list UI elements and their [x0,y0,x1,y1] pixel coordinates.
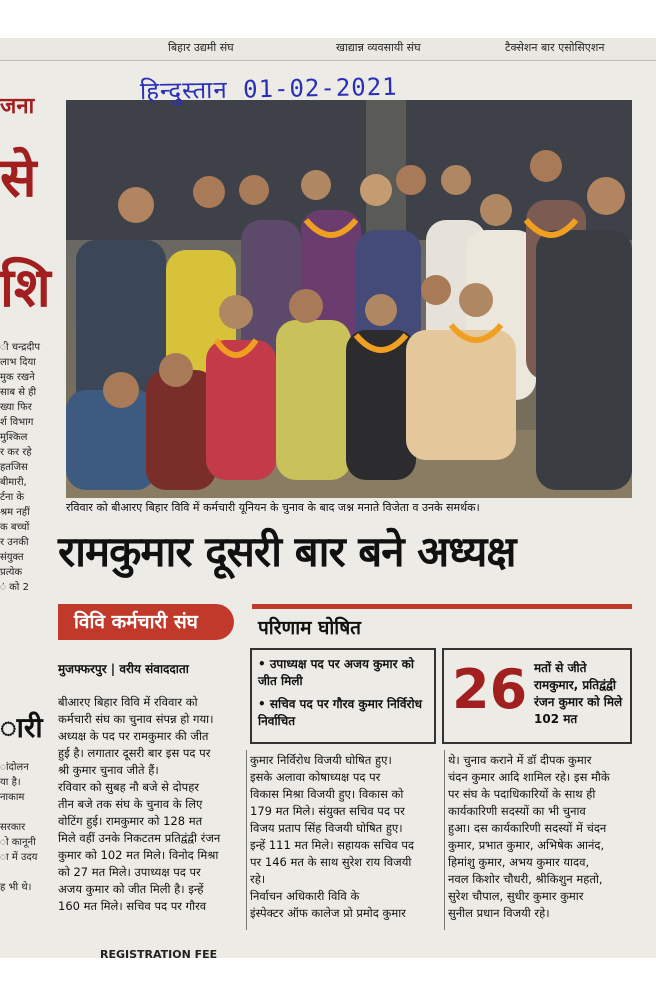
highlights-box [250,648,436,744]
left-column-line: ख्या फिर [0,402,32,413]
article-line: इंस्पेक्टर ऑफ कालेज प्रो प्रमोद कुमार [250,906,406,920]
top-strip [0,38,656,61]
article-line: अध्यक्ष के पद पर रामकुमार की जीत [58,729,209,743]
article-line: 160 मत मिले। सचिव पद पर गौरव [58,899,207,913]
left-column-line: ा में उदय [0,852,38,863]
article-line: कर्मचारी संघ का चुनाव संपन्न हो गया। [58,712,214,726]
top-strip-item: बिहार उद्यमी संघ [168,41,234,54]
section-tag: विवि कर्मचारी संघ [58,604,234,640]
article-line: थे। चुनाव कराने में डॉ दीपक कुमार [448,753,592,767]
left-heading-fragment: शि [0,255,51,319]
left-column-line: साब से ही [0,387,37,398]
top-strip-item: टैक्सेशन बार एसोसिएशन [505,41,605,54]
article-line: मिले वहीं उनके निकटतम प्रतिद्वंद्वी रंजन [58,831,221,845]
left-heading-fragment: जना [0,93,35,119]
stat-number: 26 [452,658,528,721]
article-line: 179 मत मिले। संयुक्त सचिव पद पर [250,804,405,818]
article-line: पर 146 मत के साथ सुरेश राय विजयी [250,855,412,869]
stat-text: मतों से जीते रामकुमार, प्रतिद्वंद्वी रंजन कुमार को मिले 102 मत [534,661,623,726]
left-column-line: बीमारी, [0,477,27,488]
left-heading-fragment: से [0,145,37,209]
group-photo-illustration [66,100,632,498]
left-column-line: नाकाम [0,792,25,803]
group-photo [66,100,632,498]
left-column-line: हतजिस [0,462,28,473]
article-line: इसके अलावा कोषाध्यक्ष पद पर [250,770,381,784]
top-strip-item: खाद्यान्न व्यवसायी संघ [336,41,421,54]
left-column-line: प्रत्येक [0,567,23,578]
headline: रामकुमार दूसरी बार बने अध्यक्ष [58,527,516,576]
article-column-1 [58,694,244,915]
article-line: रविवार को सुबह नौ बजे से दोपहर [58,780,200,794]
left-column-line: या है। [0,777,21,788]
article-line: चंदन कुमार आदि शामिल रहे। इस मौके [448,770,610,784]
left-column-line: ांदोलन [0,762,29,773]
article-line: सुनील प्रधान विजयी रहे। [448,906,550,920]
left-column [0,60,62,958]
left-column-line: ो कानूनी [0,837,36,848]
article-line: तीन बजे तक संघ के चुनाव के लिए [58,797,203,811]
column-divider [444,750,445,930]
article-line: हुई है। लगातार दूसरी बार इस पद पर [58,746,211,760]
left-column-line: संयुक्त [0,552,24,563]
left-heading-fragment: ारी [0,711,43,744]
article-line: इन्हें 111 मत मिले। सहायक सचिव पद [250,838,414,852]
handwritten-date: हिन्दुस्तान 01-02-2021 [139,72,398,106]
highlight-point: • उपाध्यक्ष पद पर अजय कुमार को जीत मिली [258,657,414,688]
left-column-line: र्टना के [0,492,25,503]
left-column-line: ी चन्द्रदीप [0,342,41,353]
result-tag: परिणाम घोषित [258,617,362,639]
article-line: हुआ। दस कार्यकारिणी सदस्यों में चंदन [448,821,607,835]
article-line: वोटिंग हुई। रामकुमार को 128 मत [58,814,203,828]
article-line: नवल किशोर चौधरी, श्रीकिशुन महतो, [448,872,603,886]
article-line: निर्वाचन अधिकारी विवि के [250,889,360,903]
left-column-line: र कर रहे [0,447,32,458]
article-line: कुमार, प्रभात कुमार, अभिषेक आनंद, [448,838,605,852]
left-column-line: क बच्चों [0,522,30,533]
left-column-line: र उनकी [0,537,29,548]
article-line: कुमार निर्विरोध विजयी घोषित हुए। [250,753,392,767]
left-column-line: ह भी थे। [0,882,32,893]
article-line: रहे। [250,872,266,886]
footer-text: REGISTRATION FEE [100,948,218,961]
article-line: बीआरए बिहार विवि में रविवार को [58,695,198,709]
left-column-line: लाभ दिया [0,357,36,368]
article-line: अजय कुमार को जीत मिली है। इन्हें [58,882,204,896]
article-line: विजय प्रताप सिंह विजयी घोषित हुए। [250,821,403,835]
article-column-3 [448,752,634,922]
dateline: मुजफ्फरपुर | वरीय संवाददाता [58,662,189,676]
red-rule [252,604,632,609]
article-line: हिमांशु कुमार, अभय कुमार यादव, [448,855,590,869]
column-divider [246,750,247,930]
article-line: पर संघ के पदाधिकारियों के साथ ही [448,787,596,801]
highlight-point: • सचिव पद पर गौरव कुमार निर्विरोध निर्वाचित [258,697,422,728]
left-column-line: सरकार [0,822,26,833]
article-line: कार्यकारिणी सदस्यों का भी चुनाव [448,804,586,818]
photo-caption: रविवार को बीआरए बिहार विवि में कर्मचारी यूनियन के चुनाव के बाद जश्न मनाते विजेता व उनके समर्थक। [66,501,480,514]
article-line: कुमार को 102 मत मिले। विनोद मिश्रा [58,848,219,862]
stat-box [442,648,632,744]
left-column-line: श्रम नहीं [0,507,30,518]
left-column-line: र्श विभाग [0,417,34,428]
article-column-2 [250,752,442,922]
article-line: विकास मिश्रा विजयी हुए। विकास को [250,787,404,801]
article-line: को 27 मत मिले। उपाध्यक्ष पद पर [58,865,201,879]
left-column-line: मुश्किल [0,432,28,443]
left-column-line: ं को 2 [0,582,29,593]
article-line: श्री कुमार चुनाव जीते हैं। [58,763,159,777]
article-line: सुरेश चौपाल, सुधीर कुमार कुमार [448,889,584,903]
left-column-line: मुक रखने [0,372,35,383]
